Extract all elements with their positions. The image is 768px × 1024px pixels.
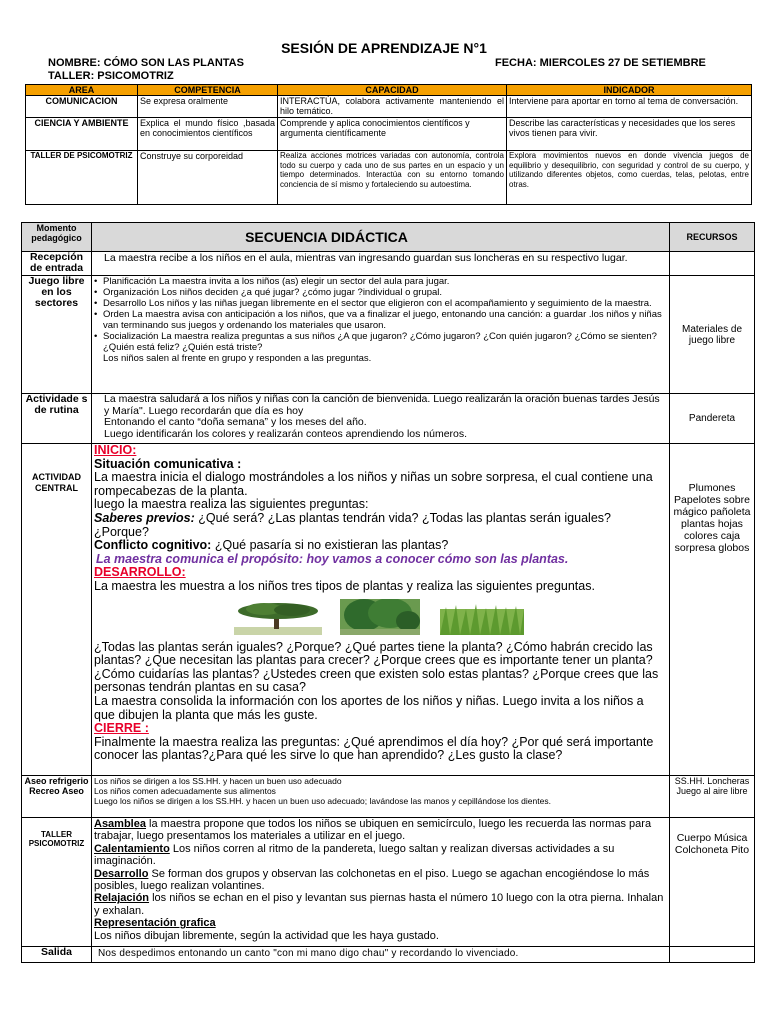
situacion-text: La maestra inicia el dialogo mostrándoles a los niños y niñas un sobre sorpresa, el cual contiene una rompecabezas de la planta. [94, 470, 653, 498]
header-secuencia: SECUENCIA DIDÁCTICA [92, 223, 670, 252]
salida-text: Nos despedimos entonando un canto "con mi mano digo chau" y recordando lo vivenciado. [92, 947, 670, 963]
conflicto-label: Conflicto cognitivo: [94, 538, 212, 553]
table-row [26, 96, 752, 118]
saberes-paragraph [94, 512, 667, 539]
situacion-label: Situación comunicativa : [94, 456, 242, 471]
table-row [26, 151, 752, 205]
list-item: • Socialización La maestra realiza preguntas a sus niños ¿A que jugaron? ¿Cómo jugaron? ¿Con quién jugaron? ¿Cómo se sienten? ¿Quién está feliz? ¿Quién está triste? [94, 331, 667, 353]
conflicto-text: ¿Qué pasaría si no existieran las plantas? [211, 538, 449, 553]
rutina-content [92, 394, 670, 444]
recepcion-recursos [670, 252, 755, 276]
asamblea-label: Asamblea [94, 818, 146, 830]
header-competencia: COMPETENCIA [138, 85, 278, 96]
desarrollo-heading: DESARROLLO: [94, 565, 186, 580]
competencia-cell: Explica el mundo físico ,basada en conocimientos científicos [138, 118, 278, 151]
calentamiento-label: Calentamiento [94, 842, 170, 855]
rutina-recursos: Pandereta [670, 394, 755, 444]
momento-central: ACTIVIDAD CENTRAL [22, 444, 92, 776]
competencia-cell: Se expresa oralmente [138, 96, 278, 118]
preguntas-intro: luego la maestra realiza las siguientes preguntas: [94, 497, 369, 512]
tree-image [234, 599, 322, 635]
table-row [22, 818, 755, 947]
area-cell: COMUNICACION [26, 96, 138, 118]
page-title: SESIÓN DE APRENDIZAJE N°1 [281, 40, 487, 56]
nombre-label: NOMBRE: CÓMO SON LAS PLANTAS [48, 57, 244, 69]
table-row [22, 776, 755, 818]
momento-recepcion: Recepción de entrada [22, 252, 92, 276]
representacion-label: Representación grafica [94, 917, 216, 930]
conflicto-paragraph [94, 539, 667, 553]
juego-recursos: Materiales de juego libre [670, 276, 755, 394]
representacion-text: Los niños dibujan libremente, según la actividad que les haya gustado. [94, 929, 439, 942]
indicador-cell: Explora movimientos nuevos en donde vivencia juegos de equilibrio y desequilibrio, con seguridad y control de su cuerpo, y utilizando diferentes objetos, como cuerdas, telas, pelotas, entre otras. [507, 151, 752, 205]
relajacion-paragraph [94, 892, 667, 917]
momento-rutina: Actividade s de rutina [22, 394, 92, 444]
cierre-text: Finalmente la maestra realiza las preguntas: ¿Qué aprendimos el día hoy? ¿Por qué será importante conocer las plantas?¿Para qué les sirve lo que han aprendido? ¿Les gusto la clase? [94, 734, 654, 763]
table-row [22, 444, 755, 776]
inicio-heading: INICIO: [94, 443, 137, 457]
list-item: • Desarrollo Los niños y las niñas juegan libremente en el sector que eligieron con el acompañamiento y seguimiento de la maestra. [94, 298, 667, 309]
indicador-cell: Interviene para aportar en torno al tema de conversación. [507, 96, 752, 118]
table-row [22, 947, 755, 963]
momento-salida: Salida [22, 947, 92, 963]
desarrollo-text: Se forman dos grupos y observan las colchonetas en el piso. Luego se agachan encogiéndose lo más posibles, luego realizan volantines. [94, 867, 650, 893]
capacidad-cell: Comprende y aplica conocimientos científicos y argumenta científicamente [278, 118, 507, 151]
fecha-label: FECHA: MIERCOLES 27 DE SETIEMBRE [495, 57, 706, 69]
central-recursos: Plumones Papelotes sobre mágico pañoleta plantas hojas colores caja sorpresa globos [670, 444, 755, 776]
rutina-line: La maestra saludará a los niños y niñas con la canción de bienvenida. Luego realizarán la oración buenas tardes Jesús y María". Luego recordarán que día es hoy [104, 393, 660, 417]
recepcion-text: La maestra recibe a los niños en el aula, mientras van ingresando guardan sus loncheras en su respectivo lugar. [92, 252, 670, 276]
aseo-recursos: SS.HH. Loncheras Juego al aire libre [670, 776, 755, 818]
header-capacidad: CAPACIDAD [278, 85, 507, 96]
header-momento: Momento pedagógico [22, 223, 92, 252]
saberes-text: ¿Qué será? ¿Las plantas tendrán vida? ¿Todas las plantas serán iguales? ¿Porque? [94, 510, 611, 539]
taller-label: TALLER: PSICOMOTRIZ [48, 70, 174, 82]
table-row [22, 394, 755, 444]
relajacion-text: los niños se echan en el piso y levantan sus piernas hasta el número 10 luego con la otra pierna. Inhalan y exhalan. [94, 892, 664, 917]
list-item: • Organización Los niños deciden ¿a qué jugar? ¿cómo jugar ?individual o grupal. [94, 287, 667, 298]
juego-content [92, 276, 670, 394]
taller-content [92, 818, 670, 947]
header-recursos: RECURSOS [670, 223, 755, 252]
area-cell: CIENCIA Y AMBIENTE [26, 118, 138, 151]
desarrollo-paragraph [94, 868, 667, 893]
plant-images [234, 599, 667, 637]
proposito-text: La maestra comunica el propósito: hoy vamos a conocer cómo son las plantas. [96, 551, 569, 566]
rutina-line: Luego identificarán los colores y realizarán conteos aprendiendo los números. [104, 427, 468, 440]
table-header-row [26, 85, 752, 96]
area-cell: TALLER DE PSICOMOTRIZ [26, 151, 138, 205]
grass-image [438, 599, 526, 635]
momento-aseo: Aseo refrigerio Recreo Aseo [22, 776, 92, 818]
table-header-row [22, 223, 755, 252]
aseo-content [92, 776, 670, 818]
list-item: • Orden La maestra avisa con anticipación a los niños, que va a finalizar el juego, entonando una canción: a guardar .los niños y niñas van terminando sus juegos y ordenando los materiales que usaron. [94, 309, 667, 331]
questions-text: ¿Todas las plantas serán iguales? ¿Porque? ¿Qué partes tiene la planta? ¿Cómo habrán crecido las plantas? ¿Que necesitan las plantas para crecer? ¿Porque crees que es importante tener un planta? ¿Cómo cuidarías las plantas? ¿Ustedes creen que existen solo estas plantas? ¿Porque crees que las personas tendrán plantas en su casa? [94, 639, 659, 695]
desarrollo-text: La maestra les muestra a los niños tres tipos de plantas y realiza las siguientes preguntas. [94, 578, 595, 593]
juego-closing: Los niños salen al frente en grupo y responden a las preguntas. [103, 353, 372, 364]
calentamiento-text: Los niños corren al ritmo de la pandereta, luego saltan y realizan diversas actividades a su imaginación. [94, 842, 615, 868]
table-row [26, 118, 752, 151]
relajacion-label: Relajación [94, 892, 150, 905]
header-indicador: INDICADOR [507, 85, 752, 96]
momento-taller: TALLER PSICOMOTRIZ [22, 818, 92, 947]
calentamiento-paragraph [94, 843, 667, 868]
aseo-line: Los niños se dirigen a los SS.HH. y hacen un buen uso adecuado [94, 776, 342, 786]
aseo-line: Luego los niños se dirigen a los SS.HH. y hacen un buen uso adecuado; lavándose las manos y cepillándose los dientes. [94, 796, 551, 806]
desarrollo-label: Desarrollo [94, 867, 149, 880]
central-content [92, 444, 670, 776]
asamblea-paragraph [94, 818, 667, 843]
table-row [22, 276, 755, 394]
asamblea-text: la maestra propone que todos los niños se ubiquen en semicírculo, luego les recuerda las normas para trabajar, luego presentamos los materiales a utilizar en el juego. [94, 818, 652, 843]
cierre-heading: CIERRE : [94, 721, 149, 736]
saberes-label: Saberes previos: [94, 510, 195, 525]
aseo-line: Los niños comen adecuadamente sus alimentos [94, 786, 276, 796]
table-row [22, 252, 755, 276]
capacidad-cell: Realiza acciones motrices variadas con autonomía, controla todo su cuerpo y cada uno de sus partes en un espacio y un tiempo determinados. Interactúa con su entorno tomando conciencia de sí mismo y fortaleciendo su autoestima. [278, 151, 507, 205]
salida-recursos [670, 947, 755, 963]
indicador-cell: Describe las características y necesidades que los seres vivos tienen para vivir. [507, 118, 752, 151]
header-area: AREA [26, 85, 138, 96]
competencias-table [25, 84, 752, 205]
consolida-text: La maestra consolida la información con los aportes de los niños y niñas. Luego invita a los niños a que dibujen la planta que más les guste. [94, 693, 644, 722]
bush-image [336, 599, 424, 635]
list-item: • Planificación La maestra invita a los niños (as) elegir un sector del aula para jugar. [94, 276, 667, 287]
secuencia-table [21, 222, 755, 963]
taller-recursos: Cuerpo Música Colchoneta Pito [670, 818, 755, 947]
competencia-cell: Construye su corporeidad [138, 151, 278, 205]
capacidad-cell: INTERACTÚA, colabora activamente manteniendo el hilo temático. [278, 96, 507, 118]
rutina-line: Entonando el canto “doña semana” y los meses del año. [104, 416, 367, 428]
momento-juego: Juego libre en los sectores [22, 276, 92, 394]
